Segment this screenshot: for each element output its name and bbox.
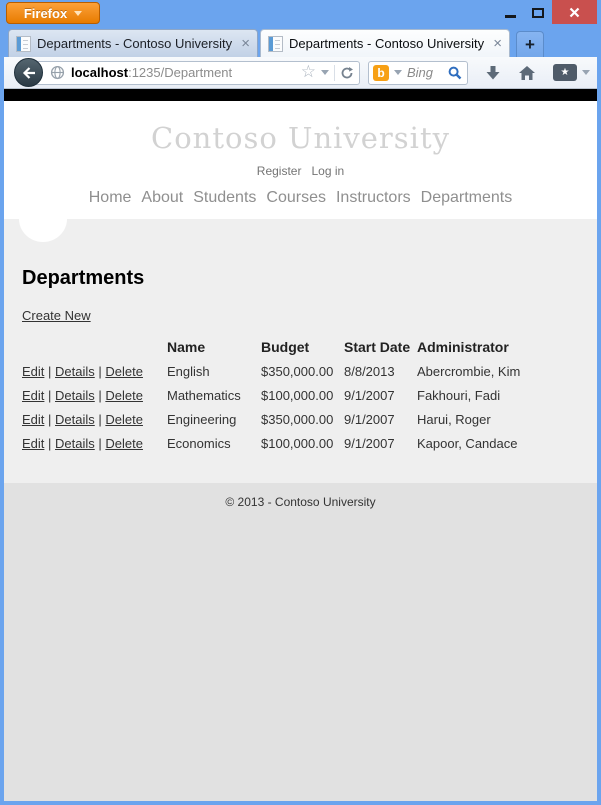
- action-separator: |: [94, 411, 106, 427]
- row-actions: [22, 407, 167, 431]
- back-arrow-icon: [21, 66, 37, 80]
- table-body: [22, 359, 520, 455]
- maximize-button[interactable]: [524, 0, 552, 24]
- minimize-icon: [505, 15, 516, 18]
- account-links: [4, 164, 597, 178]
- chevron-down-icon[interactable]: [321, 70, 329, 75]
- page-top-black-bar: [4, 89, 597, 101]
- page-header: [4, 101, 597, 219]
- nav-link-home[interactable]: Home: [88, 189, 132, 206]
- table-row: [22, 431, 520, 455]
- create-new-wrap: [22, 308, 579, 323]
- navigation-toolbar: [4, 57, 597, 89]
- cell-start-date: 9/1/2007: [344, 411, 395, 427]
- action-separator: |: [44, 363, 56, 379]
- chevron-down-icon: [74, 11, 82, 16]
- cell-budget: $350,000.00: [261, 411, 334, 427]
- action-separator: |: [44, 411, 56, 427]
- action-separator: |: [94, 435, 106, 451]
- row-actions: [22, 431, 167, 455]
- firefox-menu-label: Firefox: [23, 5, 68, 21]
- url-text: [71, 65, 301, 80]
- url-path: :1235/Department: [128, 65, 233, 80]
- departments-table: [22, 335, 520, 455]
- main-nav: [4, 189, 597, 207]
- account-link-log-in[interactable]: Log in: [311, 164, 345, 178]
- details-link[interactable]: Details: [55, 435, 95, 451]
- nav-link-students[interactable]: Students: [193, 189, 257, 206]
- home-button[interactable]: [518, 65, 536, 81]
- back-button[interactable]: [14, 58, 43, 87]
- details-link[interactable]: Details: [55, 411, 95, 427]
- cell-start-date: 8/8/2013: [344, 363, 395, 379]
- tab-bar: [0, 26, 601, 57]
- header-curve-decoration: [19, 196, 67, 242]
- search-engine-chevron-icon[interactable]: [394, 70, 402, 75]
- account-link-register[interactable]: Register: [256, 164, 302, 178]
- page-content: [4, 219, 597, 483]
- address-bar[interactable]: [28, 61, 360, 85]
- col-header-budget: Budget: [261, 339, 310, 355]
- cell-budget: $100,000.00: [261, 435, 334, 451]
- page-favicon-icon: [268, 36, 283, 52]
- bing-logo-icon: b: [373, 65, 389, 81]
- new-tab-button[interactable]: +: [516, 31, 544, 57]
- web-page: [4, 101, 597, 801]
- cell-budget: $350,000.00: [261, 363, 334, 379]
- action-separator: |: [94, 387, 106, 403]
- search-bar[interactable]: [368, 61, 468, 85]
- details-link[interactable]: Details: [55, 387, 95, 403]
- tab-title: Departments - Contoso University: [289, 36, 485, 51]
- page-title: Departments: [22, 267, 145, 289]
- table-row: [22, 359, 520, 383]
- search-icon[interactable]: [448, 66, 462, 80]
- action-separator: |: [94, 363, 106, 379]
- edit-link[interactable]: Edit: [22, 435, 45, 451]
- minimize-button[interactable]: [496, 0, 524, 24]
- window-controls: [496, 0, 597, 24]
- copyright-text: © 2013 - Contoso University: [225, 495, 376, 509]
- table-row: [22, 383, 520, 407]
- nav-link-about[interactable]: About: [141, 189, 184, 206]
- reload-icon[interactable]: [340, 66, 354, 80]
- tab-close-icon[interactable]: ×: [241, 35, 250, 52]
- cell-start-date: 9/1/2007: [344, 435, 395, 451]
- col-header-actions: [22, 335, 167, 359]
- home-icon: [518, 65, 536, 81]
- details-link[interactable]: Details: [55, 363, 95, 379]
- search-placeholder: Bing: [407, 65, 434, 80]
- nav-link-departments[interactable]: Departments: [420, 189, 513, 206]
- close-icon: [569, 7, 580, 18]
- delete-link[interactable]: Delete: [105, 411, 143, 427]
- bookmarks-star-icon: ★: [553, 64, 577, 81]
- cell-budget: $100,000.00: [261, 387, 334, 403]
- action-separator: |: [44, 435, 56, 451]
- page-footer: [4, 483, 597, 801]
- col-header-administrator: Administrator: [417, 339, 509, 355]
- download-arrow-icon: [485, 65, 501, 81]
- edit-link[interactable]: Edit: [22, 411, 45, 427]
- site-title: Contoso University: [151, 121, 450, 155]
- row-actions: [22, 383, 167, 407]
- downloads-button[interactable]: [485, 65, 501, 81]
- title-bar: [0, 0, 601, 26]
- cell-administrator: Harui, Roger: [417, 411, 491, 427]
- bookmark-star-icon[interactable]: ☆: [300, 62, 316, 82]
- create-new-link[interactable]: Create New: [22, 308, 91, 323]
- cell-name: Engineering: [167, 411, 237, 427]
- edit-link[interactable]: Edit: [22, 363, 45, 379]
- col-header-name: Name: [167, 339, 206, 355]
- cell-administrator: Kapoor, Candace: [417, 435, 518, 451]
- delete-link[interactable]: Delete: [105, 387, 143, 403]
- maximize-icon: [532, 8, 544, 18]
- close-button[interactable]: [552, 0, 597, 24]
- cell-start-date: 9/1/2007: [344, 387, 395, 403]
- cell-name: English: [167, 363, 210, 379]
- delete-link[interactable]: Delete: [105, 363, 143, 379]
- tab-active[interactable]: [260, 29, 510, 57]
- cell-name: Economics: [167, 435, 231, 451]
- delete-link[interactable]: Delete: [105, 435, 143, 451]
- row-actions: [22, 359, 167, 383]
- page-favicon-icon: [16, 36, 31, 52]
- tab-title: Departments - Contoso University: [37, 36, 233, 51]
- nav-link-instructors[interactable]: Instructors: [335, 189, 411, 206]
- tab-close-icon[interactable]: ×: [493, 35, 502, 52]
- site-identity-globe-icon: [50, 65, 65, 80]
- table-header-row: [22, 335, 520, 359]
- tab-inactive[interactable]: [8, 29, 258, 57]
- firefox-menu-button[interactable]: [6, 2, 100, 24]
- chevron-down-icon: [582, 70, 590, 75]
- bookmarks-menu-button[interactable]: [553, 64, 595, 81]
- cell-administrator: Fakhouri, Fadi: [417, 387, 501, 403]
- url-host: localhost: [71, 65, 129, 80]
- col-header-start-date: Start Date: [344, 339, 411, 355]
- cell-administrator: Abercrombie, Kim: [417, 363, 521, 379]
- table-row: [22, 407, 520, 431]
- cell-name: Mathematics: [167, 387, 241, 403]
- action-separator: |: [44, 387, 56, 403]
- edit-link[interactable]: Edit: [22, 387, 45, 403]
- nav-link-courses[interactable]: Courses: [266, 189, 326, 206]
- browser-content-area: [4, 57, 597, 801]
- divider: [334, 65, 335, 81]
